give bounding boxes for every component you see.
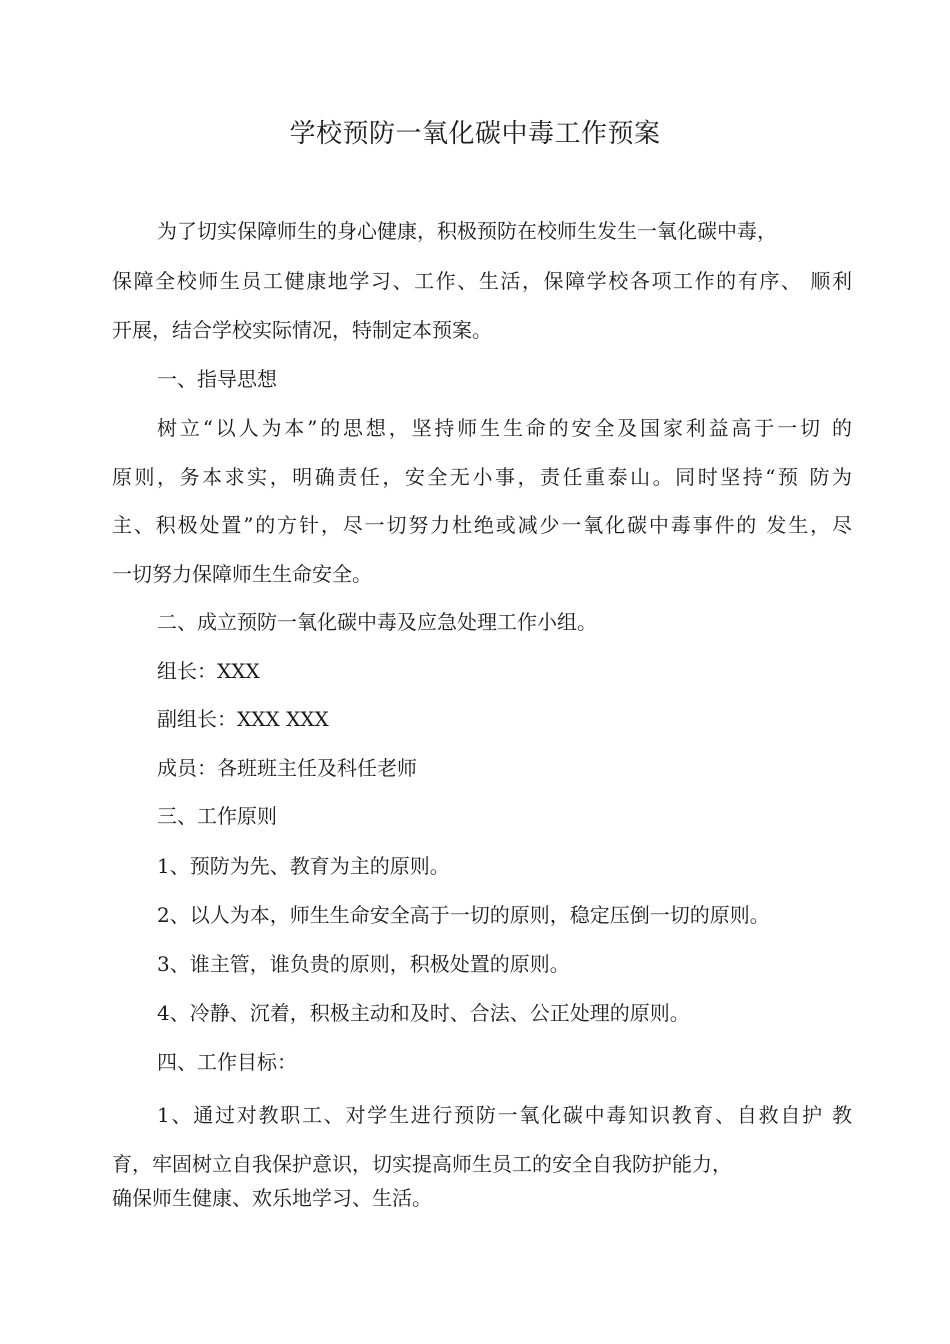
list-item: 3、谁主管，谁负贵的原则，积极处置的原则。 [157, 952, 570, 976]
paragraph-line: 组长：XXX [157, 659, 260, 683]
section-heading: 三、工作原则 [157, 804, 277, 828]
paragraph-line: 原则，务本求实，明确责任，安全无小事，责任重泰山。同时坚持“预 防为 [112, 465, 852, 489]
section-heading: 一、指导思想 [157, 367, 277, 391]
document-title: 学校预防一氧化碳中毒工作预案 [289, 119, 661, 149]
paragraph-line: 一切努力保障师生生命安全。 [112, 562, 372, 586]
paragraph-line: 保障全校师生员工健康地学习、工作、生活，保障学校各项工作的有序、 顺利 [112, 269, 852, 293]
list-item: 2、以人为本，师生生命安全高于一切的原则，稳定压倒一切的原则。 [157, 903, 770, 927]
paragraph-line: 成员：各班班主任及科任老师 [157, 756, 417, 780]
list-item: 4、冷静、沉着，积极主动和及时、合法、公正处理的原则。 [157, 1001, 690, 1025]
paragraph-line: 主、积极处置”的方针，尽一切努力杜绝或减少一氧化碳中毒事件的 发生，尽 [112, 513, 852, 537]
paragraph-line: 为了切实保障师生的身心健康，积极预防在校师生发生一氧化碳中毒， [157, 219, 777, 243]
paragraph-line: 副组长：XXX XXX [157, 707, 329, 731]
paragraph-line: 树立“以人为本”的思想，坚持师生生命的安全及国家利益高于一切 的 [157, 416, 852, 440]
paragraph-line: 开展，结合学校实际情况，特制定本预案。 [112, 318, 492, 342]
section-heading: 二、成立预防一氧化碳中毒及应急处理工作小组。 [157, 610, 597, 634]
paragraph-line: 1、通过对教职工、对学生进行预防一氧化碳中毒知识教育、自救自护 教 [157, 1103, 852, 1127]
paragraph-line: 确保师生健康、欢乐地学习、生活。 [112, 1186, 432, 1210]
list-item: 1、预防为先、教育为主的原则。 [157, 854, 450, 878]
section-heading: 四、工作目标： [157, 1050, 297, 1074]
paragraph-line: 育，牢固树立自我保护意识，切实提高师生员工的安全自我防护能力， [112, 1152, 732, 1176]
